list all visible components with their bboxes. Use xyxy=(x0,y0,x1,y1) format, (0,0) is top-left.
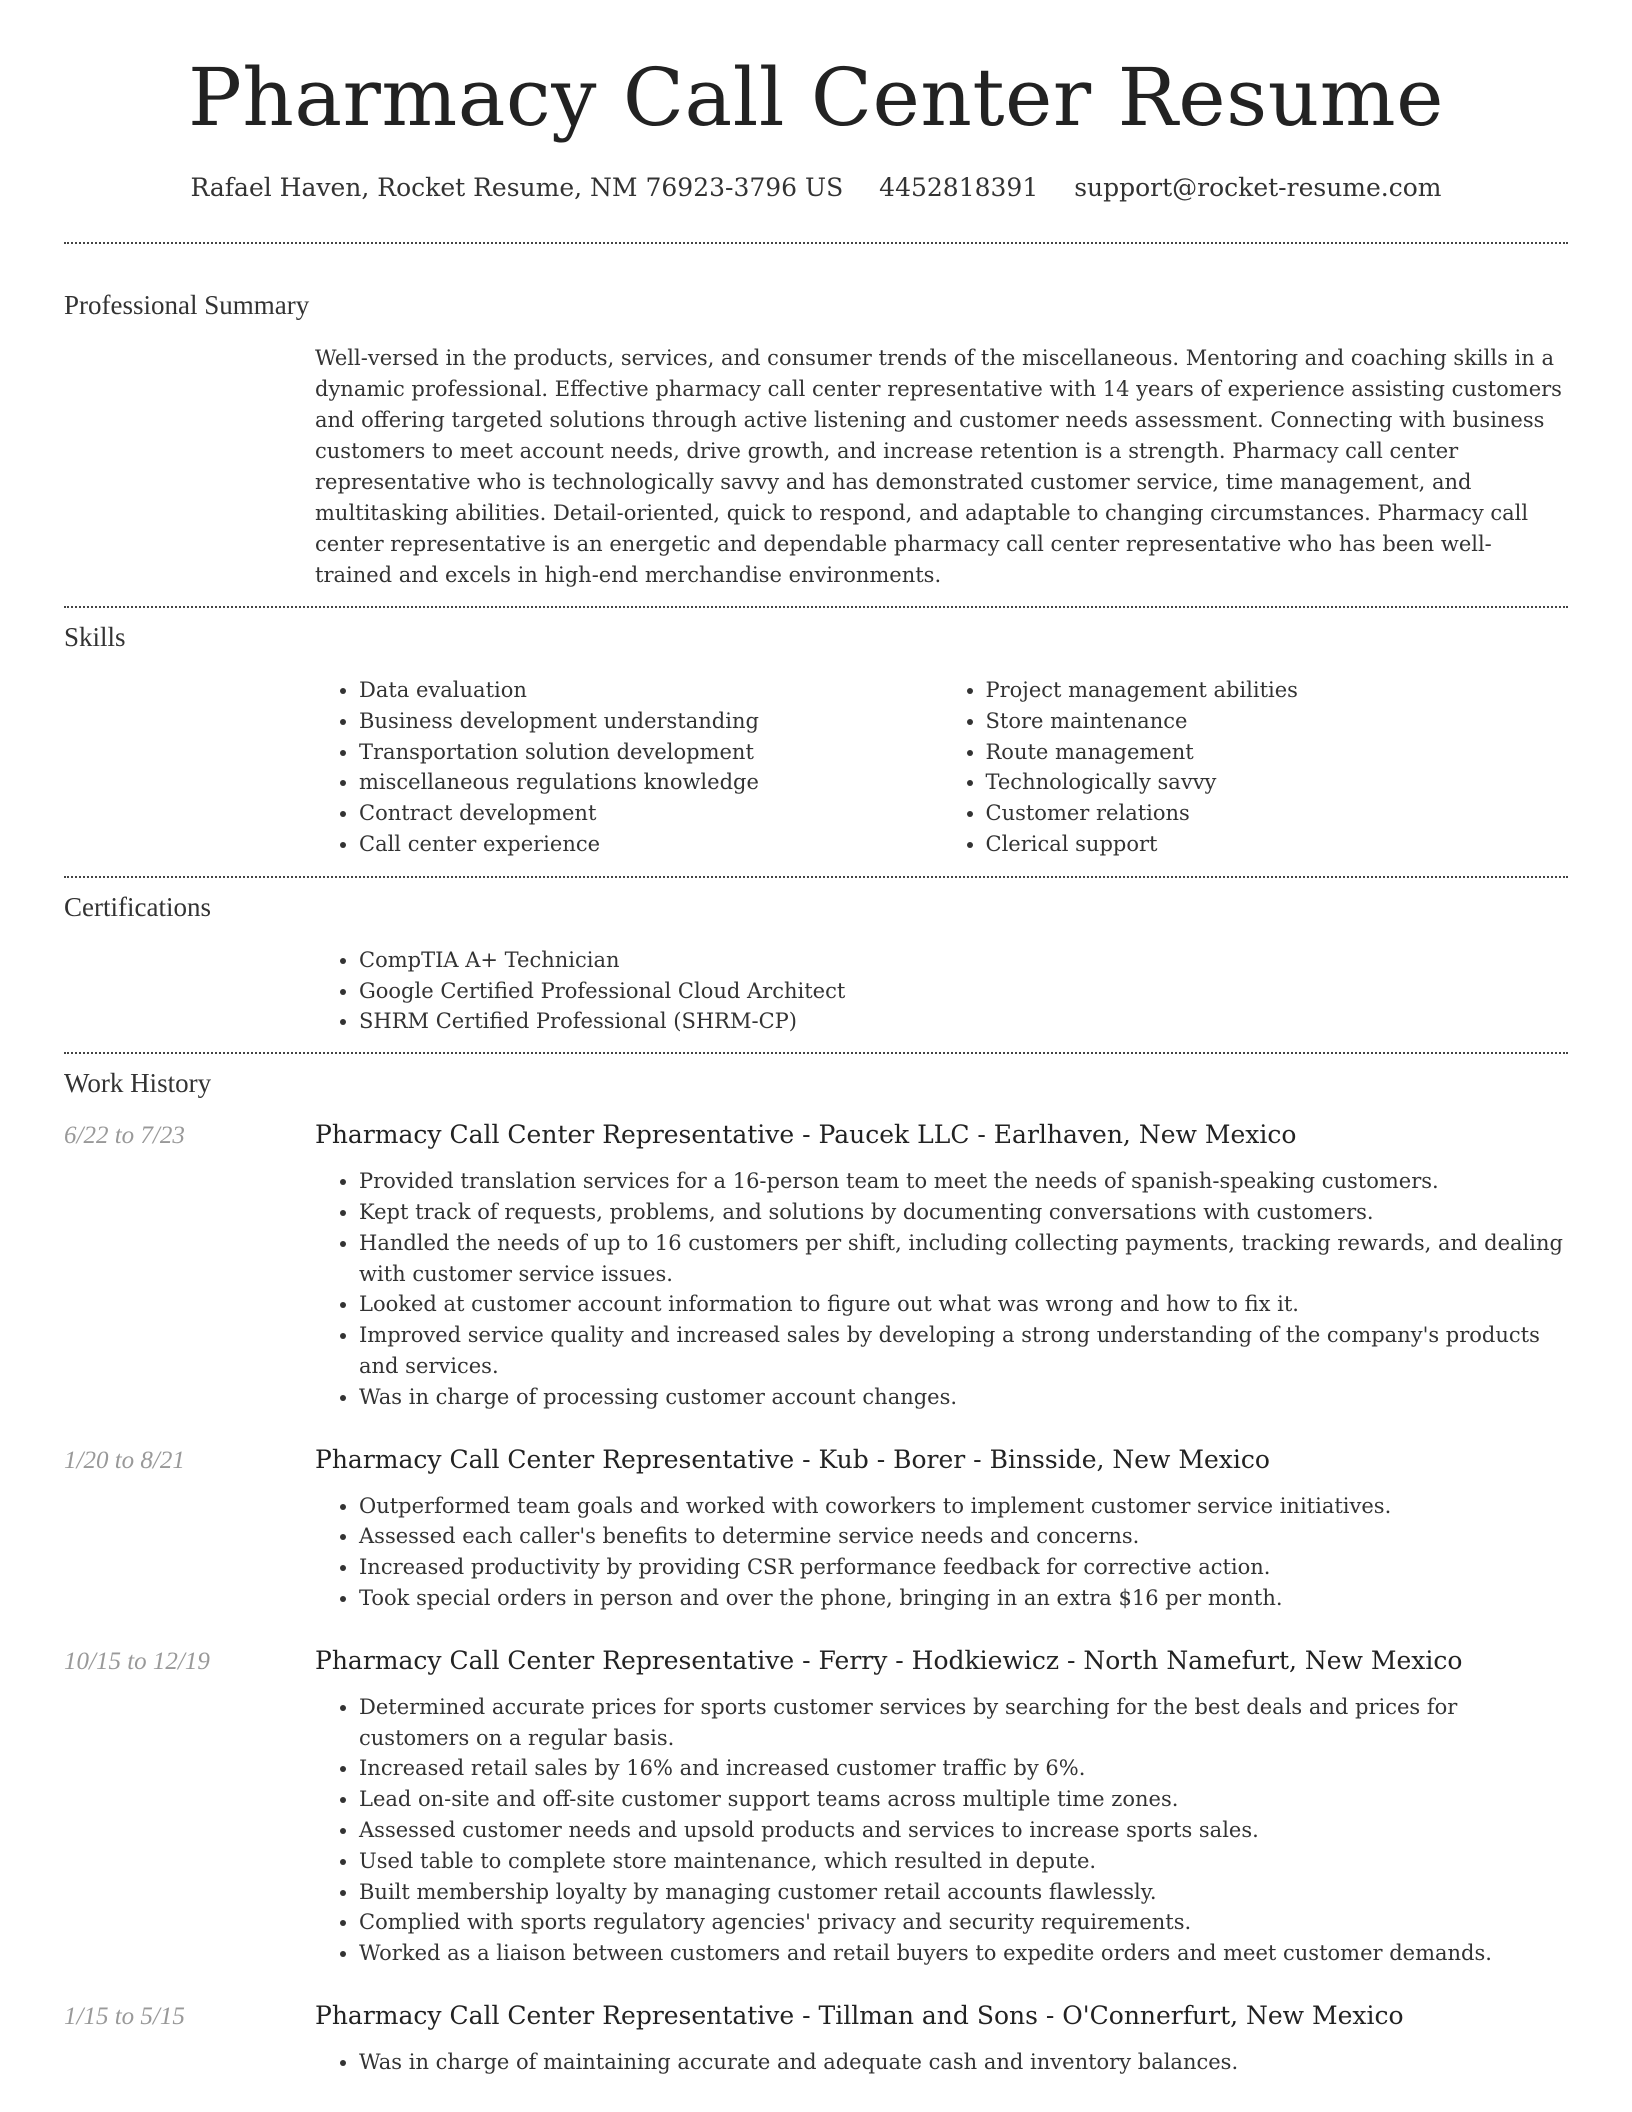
job-bullet: • Was in charge of maintaining accurate and adequate cash and inventory balances. xyxy=(359,2047,1568,2078)
skill-item: • Business development understanding xyxy=(359,706,942,737)
job-bullet: • Outperformed team goals and worked with coworkers to implement customer service initiatives. xyxy=(359,1491,1568,1522)
contact-phone: 4452818391 xyxy=(879,173,1039,202)
contact-info xyxy=(0,170,1632,206)
skill-item: • Project management abilities xyxy=(986,675,1569,706)
job-title: Pharmacy Call Center Representative - Paucek LLC - Earlhaven, New Mexico xyxy=(315,1120,1297,1150)
job-bullets xyxy=(315,1166,1568,1412)
skill-item: • Data evaluation xyxy=(359,675,942,706)
page-title: Pharmacy Call Center Resume xyxy=(188,51,1444,144)
certification-item: • Google Certified Professional Cloud Architect xyxy=(359,976,1568,1007)
section-divider xyxy=(64,606,1568,608)
skills-section xyxy=(0,620,1632,860)
summary-section xyxy=(0,288,1632,591)
job-bullet: • Assessed each caller's benefits to determine service needs and concerns. xyxy=(359,1521,1568,1552)
section-divider xyxy=(64,1052,1568,1054)
job-bullet: • Provided translation services for a 16-person team to meet the needs of spanish-speaking customers. xyxy=(359,1166,1568,1197)
work-history-section xyxy=(0,1066,1632,2078)
summary-text: Well-versed in the products, services, and consumer trends of the miscellaneous. Mentoring and coaching skills in a dynamic professional. Effective pharmacy call center representative with 14 years of experience assisting customers and offering targeted solutions through active listening and customer needs assessment. Connecting with business customers to meet account needs, drive growth, and increase retention is a strength. Pharmacy call center representative who is technologically savvy and has demonstrated customer service, time management, and multitasking abilities. Detail-oriented, quick to respond, and adaptable to changing circumstances. Pharmacy call center representative is an energetic and dependable pharmacy call center representative who has been well-trained and excels in high-end merchandise environments. xyxy=(315,346,1562,587)
skill-item: • Route management xyxy=(986,737,1569,768)
section-heading: Professional Summary xyxy=(64,290,310,320)
skill-item: • Transportation solution development xyxy=(359,737,942,768)
skill-item: • Contract development xyxy=(359,798,942,829)
job-bullets xyxy=(315,2047,1568,2078)
job-bullet: • Looked at customer account information to figure out what was wrong and how to fix it. xyxy=(359,1289,1568,1320)
job-bullet: • Determined accurate prices for sports customer services by searching for the best deals and prices for customers on a regular basis. xyxy=(359,1692,1568,1754)
skill-item: • Technologically savvy xyxy=(986,767,1569,798)
job-bullet: • Kept track of requests, problems, and solutions by documenting conversations with customers. xyxy=(359,1197,1568,1228)
job-bullet: • Used table to complete store maintenance, which resulted in depute. xyxy=(359,1846,1568,1877)
job-bullet: • Was in charge of processing customer account changes. xyxy=(359,1382,1568,1413)
job-date: 6/22 to 7/23 xyxy=(64,1122,185,1150)
skill-item: • Store maintenance xyxy=(986,706,1569,737)
section-divider xyxy=(64,242,1568,244)
job-entry xyxy=(0,1120,1632,1412)
job-date: 1/15 to 5/15 xyxy=(64,2002,185,2030)
job-bullet: • Increased productivity by providing CSR performance feedback for corrective action. xyxy=(359,1552,1568,1583)
job-bullet: • Lead on-site and off-site customer support teams across multiple time zones. xyxy=(359,1784,1568,1815)
certifications-list xyxy=(315,945,1568,1037)
job-bullet: • Increased retail sales by 16% and increased customer traffic by 6%. xyxy=(359,1753,1568,1784)
section-heading: Work History xyxy=(64,1068,212,1099)
job-entry xyxy=(0,1646,1632,1969)
job-title: Pharmacy Call Center Representative - Tillman and Sons - O'Connerfurt, New Mexico xyxy=(315,2000,1404,2030)
job-bullet: • Took special orders in person and over the phone, bringing in an extra $16 per month. xyxy=(359,1583,1568,1614)
skill-item: • Customer relations xyxy=(986,798,1569,829)
skills-list-left xyxy=(315,675,942,860)
section-heading: Certifications xyxy=(64,891,211,922)
skill-item: • miscellaneous regulations knowledge xyxy=(359,767,942,798)
section-divider xyxy=(64,876,1568,878)
job-date: 10/15 to 12/19 xyxy=(64,1647,210,1675)
skill-item: • Clerical support xyxy=(986,829,1569,860)
job-bullet: • Assessed customer needs and upsold products and services to increase sports sales. xyxy=(359,1815,1568,1846)
job-bullet: • Worked as a liaison between customers and retail buyers to expedite orders and meet customer demands. xyxy=(359,1938,1568,1969)
job-bullets xyxy=(315,1692,1568,1969)
job-bullet: • Improved service quality and increased sales by developing a strong understanding of the company's products and services. xyxy=(359,1320,1568,1382)
section-heading: Skills xyxy=(64,622,126,652)
job-title: Pharmacy Call Center Representative - Kub - Borer - Binsside, New Mexico xyxy=(315,1444,1270,1474)
job-entry xyxy=(0,2001,1632,2078)
job-date: 1/20 to 8/21 xyxy=(64,1446,185,1474)
job-bullets xyxy=(315,1491,1568,1614)
job-bullet: • Built membership loyalty by managing customer retail accounts flawlessly. xyxy=(359,1877,1568,1908)
certification-item: • SHRM Certified Professional (SHRM-CP) xyxy=(359,1006,1568,1037)
skills-list-right xyxy=(942,675,1569,860)
certification-item: • CompTIA A+ Technician xyxy=(359,945,1568,976)
contact-address: Rafael Haven, Rocket Resume, NM 76923-3796 US xyxy=(190,173,844,202)
contact-email: support@rocket-resume.com xyxy=(1074,173,1442,202)
skill-item: • Call center experience xyxy=(359,829,942,860)
certifications-section xyxy=(0,890,1632,1037)
job-bullet: • Complied with sports regulatory agencies' privacy and security requirements. xyxy=(359,1907,1568,1938)
job-title: Pharmacy Call Center Representative - Ferry - Hodkiewicz - North Namefurt, New Mexico xyxy=(315,1645,1463,1675)
job-entry xyxy=(0,1445,1632,1614)
job-bullet: • Handled the needs of up to 16 customers per shift, including collecting payments, tracking rewards, and dealing with customer service issues. xyxy=(359,1228,1568,1290)
